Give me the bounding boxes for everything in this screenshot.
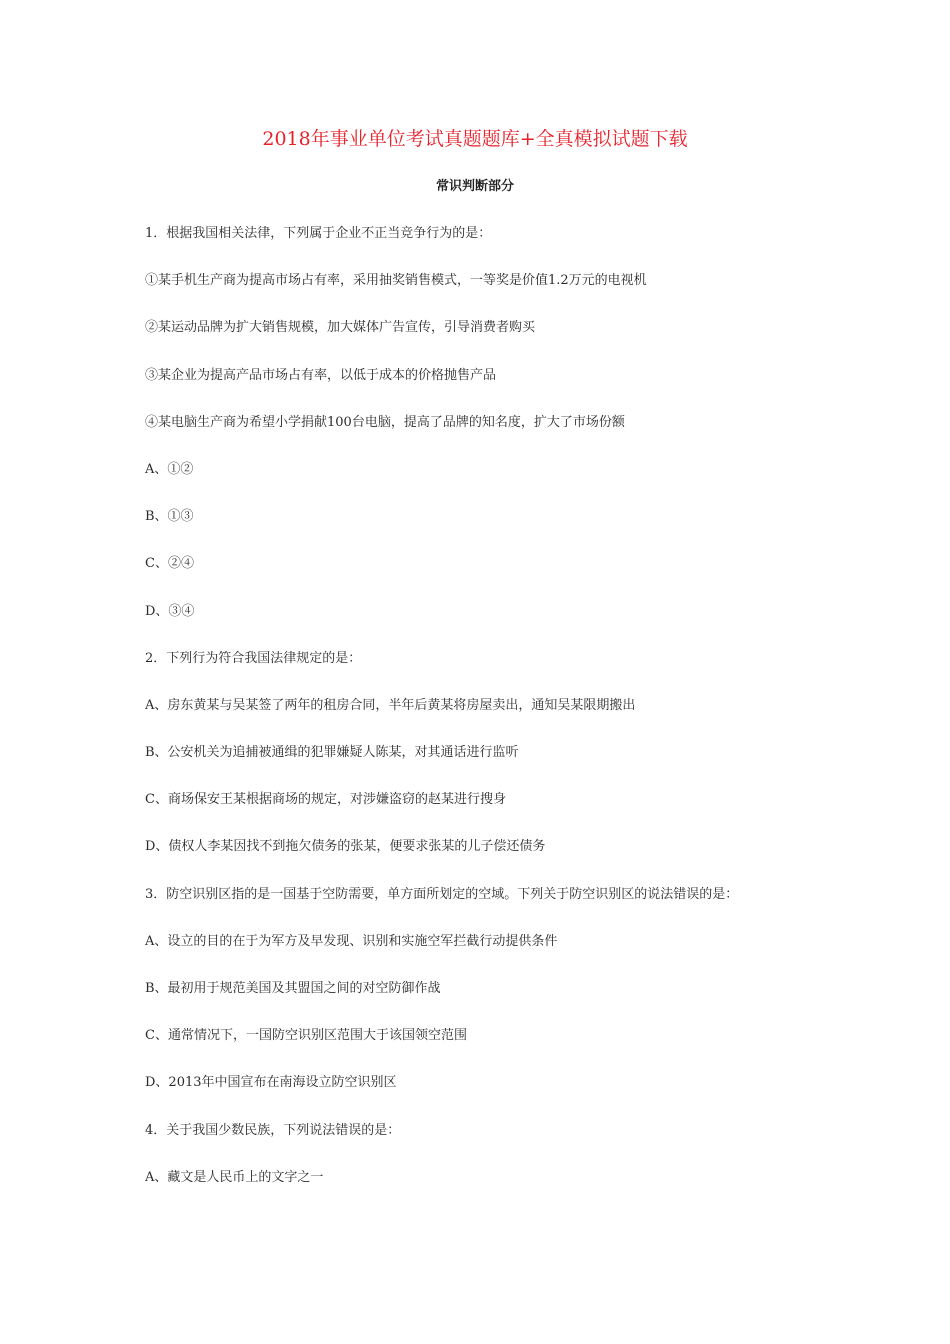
question-2-stem: 2．下列行为符合我国法律规定的是： xyxy=(145,650,362,666)
question-1-option-d: D、③④ xyxy=(145,603,195,619)
question-2-option-a: A、房东黄某与吴某签了两年的租房合同，半年后黄某将房屋卖出，通知吴某限期搬出 xyxy=(145,697,636,713)
question-3-option-c: C、通常情况下，一国防空识别区范围大于该国领空范围 xyxy=(145,1028,467,1044)
question-1-statement-2: ②某运动品牌为扩大销售规模，加大媒体广告宣传，引导消费者购买 xyxy=(145,320,536,336)
question-4-stem: 4．关于我国少数民族，下列说法错误的是： xyxy=(145,1122,401,1138)
question-1-statement-4: ④某电脑生产商为希望小学捐献100台电脑，提高了品牌的知名度，扩大了市场份额 xyxy=(145,414,625,430)
question-2-option-d: D、债权人李某因找不到拖欠债务的张某，便要求张某的儿子偿还债务 xyxy=(145,839,546,855)
question-1-stem: 1．根据我国相关法律，下列属于企业不正当竞争行为的是： xyxy=(145,226,492,241)
question-4-option-a: A、藏文是人民币上的文字之一 xyxy=(145,1169,324,1185)
question-3-option-d: D、2013年中国宣布在南海设立防空识别区 xyxy=(145,1075,397,1091)
question-2-option-b: B、公安机关为追捕被通缉的犯罪嫌疑人陈某，对其通话进行监听 xyxy=(145,745,519,761)
question-list xyxy=(145,224,845,1215)
question-3-option-b: B、最初用于规范美国及其盟国之间的对空防御作战 xyxy=(145,981,441,996)
question-1-statement-3: ③某企业为提高产品市场占有率，以低于成本的价格抛售产品 xyxy=(145,367,497,383)
document-title: 2018年事业单位考试真题题库+全真模拟试题下载 xyxy=(262,128,688,150)
question-1-statement-1: ①某手机生产商为提高市场占有率，采用抽奖销售模式，一等奖是价值1.2万元的电视机 xyxy=(145,273,647,289)
question-2-option-c: C、商场保安王某根据商场的规定，对涉嫌盗窃的赵某进行搜身 xyxy=(145,792,506,808)
question-1-option-c: C、②④ xyxy=(145,556,194,572)
question-1-option-b: B、①③ xyxy=(145,509,194,525)
question-3-stem: 3．防空识别区指的是一国基于空防需要，单方面所划定的空域。下列关于防空识别区的说法错误的是： xyxy=(145,886,739,902)
question-3-option-a: A、设立的目的在于为军方及早发现、识别和实施空军拦截行动提供条件 xyxy=(145,933,558,949)
section-heading: 常识判断部分 xyxy=(435,179,514,194)
question-1-option-a: A、①② xyxy=(145,461,194,477)
